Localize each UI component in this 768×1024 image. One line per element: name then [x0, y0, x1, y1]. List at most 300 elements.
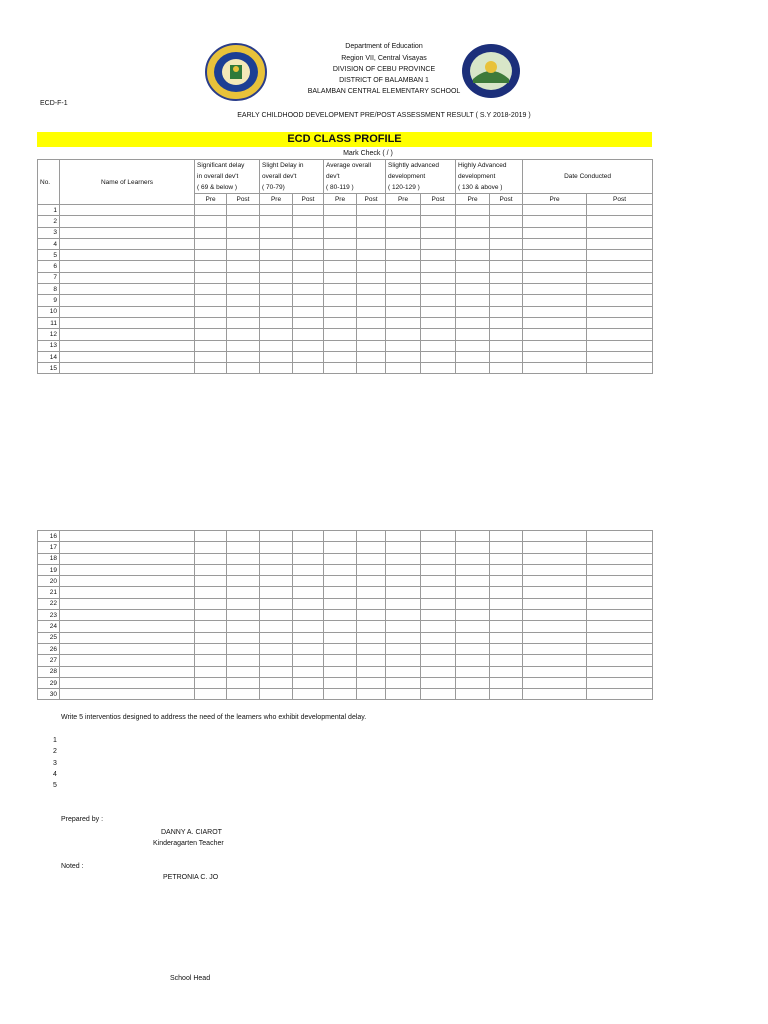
mark-cell[interactable]	[456, 564, 490, 575]
mark-cell[interactable]	[324, 351, 357, 362]
mark-cell[interactable]	[195, 205, 227, 216]
mark-cell[interactable]	[587, 363, 653, 374]
mark-cell[interactable]	[195, 564, 227, 575]
mark-cell[interactable]	[456, 621, 490, 632]
mark-cell[interactable]	[293, 272, 324, 283]
mark-cell[interactable]	[421, 216, 456, 227]
mark-cell[interactable]	[260, 553, 293, 564]
mark-cell[interactable]	[456, 272, 490, 283]
mark-cell[interactable]	[421, 295, 456, 306]
learner-name-cell[interactable]	[60, 238, 195, 249]
mark-cell[interactable]	[456, 576, 490, 587]
learner-name-cell[interactable]	[60, 216, 195, 227]
learner-name-cell[interactable]	[60, 621, 195, 632]
mark-cell[interactable]	[227, 340, 260, 351]
mark-cell[interactable]	[386, 272, 421, 283]
mark-cell[interactable]	[523, 564, 587, 575]
mark-cell[interactable]	[324, 587, 357, 598]
mark-cell[interactable]	[357, 250, 386, 261]
learner-name-cell[interactable]	[60, 643, 195, 654]
mark-cell[interactable]	[386, 295, 421, 306]
mark-cell[interactable]	[490, 272, 523, 283]
mark-cell[interactable]	[324, 261, 357, 272]
mark-cell[interactable]	[490, 666, 523, 677]
mark-cell[interactable]	[456, 666, 490, 677]
mark-cell[interactable]	[421, 351, 456, 362]
learner-name-cell[interactable]	[60, 272, 195, 283]
mark-cell[interactable]	[421, 531, 456, 542]
mark-cell[interactable]	[587, 542, 653, 553]
mark-cell[interactable]	[195, 295, 227, 306]
mark-cell[interactable]	[293, 340, 324, 351]
mark-cell[interactable]	[324, 284, 357, 295]
mark-cell[interactable]	[293, 655, 324, 666]
mark-cell[interactable]	[421, 689, 456, 700]
mark-cell[interactable]	[293, 261, 324, 272]
mark-cell[interactable]	[421, 250, 456, 261]
mark-cell[interactable]	[357, 542, 386, 553]
mark-cell[interactable]	[490, 216, 523, 227]
mark-cell[interactable]	[587, 677, 653, 688]
mark-cell[interactable]	[587, 576, 653, 587]
mark-cell[interactable]	[357, 284, 386, 295]
mark-cell[interactable]	[227, 317, 260, 328]
mark-cell[interactable]	[324, 205, 357, 216]
learner-name-cell[interactable]	[60, 587, 195, 598]
mark-cell[interactable]	[523, 272, 587, 283]
mark-cell[interactable]	[293, 351, 324, 362]
mark-cell[interactable]	[260, 284, 293, 295]
mark-cell[interactable]	[293, 564, 324, 575]
mark-cell[interactable]	[293, 621, 324, 632]
mark-cell[interactable]	[456, 587, 490, 598]
mark-cell[interactable]	[324, 306, 357, 317]
mark-cell[interactable]	[293, 317, 324, 328]
mark-cell[interactable]	[490, 632, 523, 643]
mark-cell[interactable]	[386, 205, 421, 216]
mark-cell[interactable]	[523, 306, 587, 317]
mark-cell[interactable]	[523, 677, 587, 688]
mark-cell[interactable]	[357, 295, 386, 306]
mark-cell[interactable]	[227, 272, 260, 283]
mark-cell[interactable]	[456, 261, 490, 272]
mark-cell[interactable]	[523, 610, 587, 621]
mark-cell[interactable]	[195, 655, 227, 666]
mark-cell[interactable]	[490, 598, 523, 609]
learner-name-cell[interactable]	[60, 250, 195, 261]
mark-cell[interactable]	[587, 351, 653, 362]
mark-cell[interactable]	[293, 587, 324, 598]
mark-cell[interactable]	[523, 363, 587, 374]
mark-cell[interactable]	[386, 216, 421, 227]
learner-name-cell[interactable]	[60, 632, 195, 643]
mark-cell[interactable]	[490, 643, 523, 654]
mark-cell[interactable]	[357, 553, 386, 564]
mark-cell[interactable]	[421, 587, 456, 598]
mark-cell[interactable]	[324, 227, 357, 238]
mark-cell[interactable]	[324, 632, 357, 643]
mark-cell[interactable]	[260, 329, 293, 340]
mark-cell[interactable]	[293, 666, 324, 677]
mark-cell[interactable]	[386, 564, 421, 575]
mark-cell[interactable]	[490, 531, 523, 542]
mark-cell[interactable]	[456, 340, 490, 351]
mark-cell[interactable]	[227, 564, 260, 575]
mark-cell[interactable]	[490, 621, 523, 632]
mark-cell[interactable]	[421, 261, 456, 272]
mark-cell[interactable]	[357, 363, 386, 374]
mark-cell[interactable]	[386, 643, 421, 654]
mark-cell[interactable]	[260, 564, 293, 575]
mark-cell[interactable]	[386, 250, 421, 261]
mark-cell[interactable]	[587, 655, 653, 666]
mark-cell[interactable]	[260, 351, 293, 362]
mark-cell[interactable]	[587, 564, 653, 575]
mark-cell[interactable]	[456, 306, 490, 317]
mark-cell[interactable]	[386, 666, 421, 677]
mark-cell[interactable]	[421, 576, 456, 587]
mark-cell[interactable]	[227, 677, 260, 688]
mark-cell[interactable]	[357, 643, 386, 654]
mark-cell[interactable]	[260, 677, 293, 688]
mark-cell[interactable]	[195, 553, 227, 564]
mark-cell[interactable]	[490, 655, 523, 666]
mark-cell[interactable]	[456, 216, 490, 227]
mark-cell[interactable]	[490, 261, 523, 272]
mark-cell[interactable]	[260, 610, 293, 621]
learner-name-cell[interactable]	[60, 295, 195, 306]
mark-cell[interactable]	[490, 329, 523, 340]
mark-cell[interactable]	[293, 531, 324, 542]
mark-cell[interactable]	[357, 677, 386, 688]
learner-name-cell[interactable]	[60, 542, 195, 553]
mark-cell[interactable]	[227, 621, 260, 632]
mark-cell[interactable]	[456, 689, 490, 700]
mark-cell[interactable]	[386, 598, 421, 609]
mark-cell[interactable]	[260, 587, 293, 598]
mark-cell[interactable]	[587, 261, 653, 272]
mark-cell[interactable]	[195, 272, 227, 283]
mark-cell[interactable]	[260, 576, 293, 587]
mark-cell[interactable]	[357, 340, 386, 351]
mark-cell[interactable]	[490, 587, 523, 598]
mark-cell[interactable]	[357, 576, 386, 587]
mark-cell[interactable]	[357, 655, 386, 666]
mark-cell[interactable]	[456, 250, 490, 261]
mark-cell[interactable]	[293, 576, 324, 587]
mark-cell[interactable]	[386, 363, 421, 374]
mark-cell[interactable]	[386, 238, 421, 249]
mark-cell[interactable]	[324, 655, 357, 666]
mark-cell[interactable]	[260, 317, 293, 328]
mark-cell[interactable]	[195, 531, 227, 542]
mark-cell[interactable]	[357, 216, 386, 227]
mark-cell[interactable]	[523, 329, 587, 340]
mark-cell[interactable]	[260, 632, 293, 643]
mark-cell[interactable]	[293, 284, 324, 295]
mark-cell[interactable]	[386, 284, 421, 295]
mark-cell[interactable]	[456, 531, 490, 542]
mark-cell[interactable]	[227, 227, 260, 238]
mark-cell[interactable]	[260, 216, 293, 227]
mark-cell[interactable]	[195, 542, 227, 553]
mark-cell[interactable]	[195, 317, 227, 328]
mark-cell[interactable]	[587, 295, 653, 306]
mark-cell[interactable]	[490, 351, 523, 362]
mark-cell[interactable]	[357, 205, 386, 216]
mark-cell[interactable]	[523, 587, 587, 598]
mark-cell[interactable]	[421, 238, 456, 249]
mark-cell[interactable]	[490, 306, 523, 317]
mark-cell[interactable]	[523, 689, 587, 700]
mark-cell[interactable]	[357, 666, 386, 677]
mark-cell[interactable]	[386, 261, 421, 272]
mark-cell[interactable]	[421, 284, 456, 295]
mark-cell[interactable]	[587, 284, 653, 295]
mark-cell[interactable]	[523, 655, 587, 666]
mark-cell[interactable]	[260, 306, 293, 317]
learner-name-cell[interactable]	[60, 553, 195, 564]
mark-cell[interactable]	[195, 576, 227, 587]
mark-cell[interactable]	[421, 205, 456, 216]
mark-cell[interactable]	[227, 553, 260, 564]
mark-cell[interactable]	[357, 272, 386, 283]
learner-name-cell[interactable]	[60, 564, 195, 575]
mark-cell[interactable]	[456, 351, 490, 362]
mark-cell[interactable]	[227, 295, 260, 306]
learner-name-cell[interactable]	[60, 689, 195, 700]
mark-cell[interactable]	[324, 677, 357, 688]
mark-cell[interactable]	[421, 542, 456, 553]
mark-cell[interactable]	[490, 689, 523, 700]
mark-cell[interactable]	[195, 227, 227, 238]
mark-cell[interactable]	[587, 238, 653, 249]
mark-cell[interactable]	[357, 621, 386, 632]
mark-cell[interactable]	[324, 598, 357, 609]
mark-cell[interactable]	[587, 205, 653, 216]
mark-cell[interactable]	[195, 598, 227, 609]
mark-cell[interactable]	[324, 621, 357, 632]
mark-cell[interactable]	[357, 351, 386, 362]
mark-cell[interactable]	[260, 238, 293, 249]
mark-cell[interactable]	[523, 576, 587, 587]
mark-cell[interactable]	[195, 587, 227, 598]
mark-cell[interactable]	[456, 542, 490, 553]
mark-cell[interactable]	[386, 677, 421, 688]
mark-cell[interactable]	[227, 261, 260, 272]
mark-cell[interactable]	[293, 677, 324, 688]
mark-cell[interactable]	[227, 284, 260, 295]
mark-cell[interactable]	[260, 531, 293, 542]
mark-cell[interactable]	[421, 598, 456, 609]
mark-cell[interactable]	[523, 666, 587, 677]
mark-cell[interactable]	[587, 643, 653, 654]
mark-cell[interactable]	[227, 531, 260, 542]
learner-name-cell[interactable]	[60, 531, 195, 542]
mark-cell[interactable]	[293, 238, 324, 249]
mark-cell[interactable]	[293, 205, 324, 216]
mark-cell[interactable]	[490, 238, 523, 249]
mark-cell[interactable]	[490, 576, 523, 587]
mark-cell[interactable]	[386, 306, 421, 317]
mark-cell[interactable]	[260, 689, 293, 700]
learner-name-cell[interactable]	[60, 306, 195, 317]
mark-cell[interactable]	[386, 610, 421, 621]
mark-cell[interactable]	[324, 317, 357, 328]
learner-name-cell[interactable]	[60, 610, 195, 621]
mark-cell[interactable]	[293, 363, 324, 374]
mark-cell[interactable]	[490, 227, 523, 238]
mark-cell[interactable]	[421, 632, 456, 643]
mark-cell[interactable]	[357, 261, 386, 272]
mark-cell[interactable]	[357, 610, 386, 621]
mark-cell[interactable]	[386, 317, 421, 328]
mark-cell[interactable]	[523, 553, 587, 564]
mark-cell[interactable]	[357, 587, 386, 598]
mark-cell[interactable]	[357, 227, 386, 238]
learner-name-cell[interactable]	[60, 363, 195, 374]
mark-cell[interactable]	[421, 553, 456, 564]
mark-cell[interactable]	[587, 666, 653, 677]
mark-cell[interactable]	[456, 238, 490, 249]
mark-cell[interactable]	[195, 250, 227, 261]
mark-cell[interactable]	[324, 363, 357, 374]
mark-cell[interactable]	[490, 317, 523, 328]
mark-cell[interactable]	[456, 553, 490, 564]
learner-name-cell[interactable]	[60, 227, 195, 238]
mark-cell[interactable]	[490, 340, 523, 351]
mark-cell[interactable]	[490, 553, 523, 564]
learner-name-cell[interactable]	[60, 261, 195, 272]
mark-cell[interactable]	[195, 621, 227, 632]
learner-name-cell[interactable]	[60, 329, 195, 340]
mark-cell[interactable]	[195, 329, 227, 340]
mark-cell[interactable]	[490, 542, 523, 553]
mark-cell[interactable]	[421, 666, 456, 677]
mark-cell[interactable]	[293, 610, 324, 621]
mark-cell[interactable]	[227, 329, 260, 340]
mark-cell[interactable]	[293, 643, 324, 654]
mark-cell[interactable]	[293, 250, 324, 261]
mark-cell[interactable]	[357, 564, 386, 575]
mark-cell[interactable]	[421, 306, 456, 317]
mark-cell[interactable]	[357, 317, 386, 328]
learner-name-cell[interactable]	[60, 284, 195, 295]
mark-cell[interactable]	[523, 261, 587, 272]
mark-cell[interactable]	[587, 610, 653, 621]
mark-cell[interactable]	[227, 598, 260, 609]
mark-cell[interactable]	[260, 250, 293, 261]
mark-cell[interactable]	[195, 306, 227, 317]
mark-cell[interactable]	[587, 317, 653, 328]
mark-cell[interactable]	[324, 553, 357, 564]
mark-cell[interactable]	[421, 564, 456, 575]
mark-cell[interactable]	[293, 216, 324, 227]
mark-cell[interactable]	[587, 621, 653, 632]
mark-cell[interactable]	[324, 643, 357, 654]
mark-cell[interactable]	[587, 340, 653, 351]
mark-cell[interactable]	[293, 295, 324, 306]
mark-cell[interactable]	[523, 542, 587, 553]
mark-cell[interactable]	[324, 576, 357, 587]
learner-name-cell[interactable]	[60, 655, 195, 666]
mark-cell[interactable]	[587, 553, 653, 564]
mark-cell[interactable]	[260, 363, 293, 374]
learner-name-cell[interactable]	[60, 317, 195, 328]
mark-cell[interactable]	[227, 610, 260, 621]
mark-cell[interactable]	[324, 689, 357, 700]
mark-cell[interactable]	[324, 329, 357, 340]
mark-cell[interactable]	[357, 689, 386, 700]
mark-cell[interactable]	[324, 610, 357, 621]
learner-name-cell[interactable]	[60, 598, 195, 609]
mark-cell[interactable]	[324, 295, 357, 306]
mark-cell[interactable]	[195, 238, 227, 249]
mark-cell[interactable]	[324, 250, 357, 261]
mark-cell[interactable]	[421, 227, 456, 238]
mark-cell[interactable]	[195, 351, 227, 362]
mark-cell[interactable]	[195, 666, 227, 677]
mark-cell[interactable]	[523, 250, 587, 261]
mark-cell[interactable]	[587, 227, 653, 238]
mark-cell[interactable]	[490, 363, 523, 374]
mark-cell[interactable]	[195, 340, 227, 351]
mark-cell[interactable]	[523, 340, 587, 351]
mark-cell[interactable]	[421, 272, 456, 283]
mark-cell[interactable]	[324, 564, 357, 575]
mark-cell[interactable]	[587, 632, 653, 643]
mark-cell[interactable]	[195, 216, 227, 227]
mark-cell[interactable]	[421, 643, 456, 654]
mark-cell[interactable]	[456, 205, 490, 216]
mark-cell[interactable]	[227, 576, 260, 587]
mark-cell[interactable]	[293, 598, 324, 609]
mark-cell[interactable]	[227, 363, 260, 374]
mark-cell[interactable]	[357, 238, 386, 249]
mark-cell[interactable]	[324, 666, 357, 677]
mark-cell[interactable]	[490, 677, 523, 688]
mark-cell[interactable]	[386, 553, 421, 564]
mark-cell[interactable]	[523, 598, 587, 609]
mark-cell[interactable]	[421, 655, 456, 666]
mark-cell[interactable]	[293, 329, 324, 340]
mark-cell[interactable]	[490, 564, 523, 575]
mark-cell[interactable]	[587, 272, 653, 283]
learner-name-cell[interactable]	[60, 340, 195, 351]
mark-cell[interactable]	[260, 655, 293, 666]
mark-cell[interactable]	[456, 317, 490, 328]
mark-cell[interactable]	[357, 598, 386, 609]
mark-cell[interactable]	[523, 295, 587, 306]
mark-cell[interactable]	[195, 284, 227, 295]
mark-cell[interactable]	[293, 542, 324, 553]
mark-cell[interactable]	[523, 238, 587, 249]
mark-cell[interactable]	[324, 531, 357, 542]
mark-cell[interactable]	[227, 351, 260, 362]
mark-cell[interactable]	[523, 621, 587, 632]
mark-cell[interactable]	[386, 576, 421, 587]
mark-cell[interactable]	[260, 261, 293, 272]
mark-cell[interactable]	[587, 598, 653, 609]
mark-cell[interactable]	[523, 643, 587, 654]
learner-name-cell[interactable]	[60, 666, 195, 677]
mark-cell[interactable]	[386, 329, 421, 340]
mark-cell[interactable]	[490, 284, 523, 295]
mark-cell[interactable]	[386, 621, 421, 632]
mark-cell[interactable]	[456, 677, 490, 688]
mark-cell[interactable]	[421, 363, 456, 374]
learner-name-cell[interactable]	[60, 576, 195, 587]
